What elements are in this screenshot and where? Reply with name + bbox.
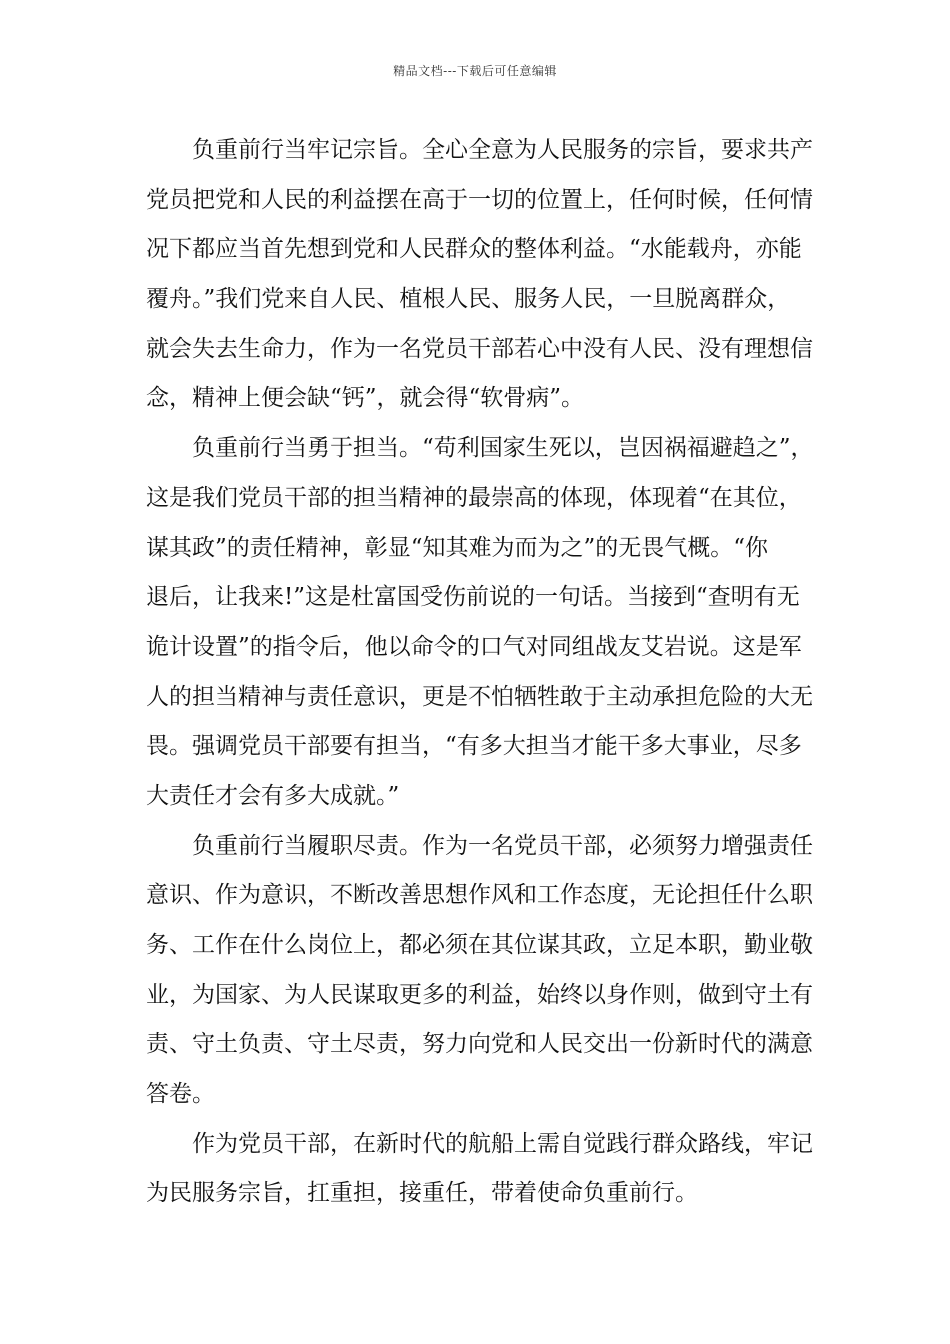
paragraph-line: 负重前行当勇于担当。“苟利国家生死以，岂因祸福避趋之”， [192, 435, 814, 462]
paragraph-courage [146, 424, 814, 822]
page-header: 精品文档---下载后可任意编辑 [393, 64, 557, 78]
paragraph-line: 畏。强调党员干部要有担当，“有多大担当才能干多大事业，尽多 [146, 733, 802, 760]
paragraph-line: 意识、作为意识，不断改善思想作风和工作态度，无论担任什么职 [146, 882, 813, 909]
paragraph-line: 答卷。 [146, 1081, 215, 1108]
paragraph-line: 就会失去生命力，作为一名党员干部若心中没有人民、没有理想信 [146, 335, 813, 362]
paragraph-line: 人的担当精神与责任意识，更是不怕牺牲敢于主动承担危险的大无 [146, 683, 813, 710]
paragraph-line: 为民服务宗旨，扛重担，接重任，带着使命负重前行。 [146, 1180, 698, 1207]
paragraph-line: 这是我们党员干部的担当精神的最崇高的体现，体现着“在其位， [146, 484, 802, 511]
paragraph-duty-purpose [146, 126, 813, 424]
document-body [146, 126, 814, 1219]
paragraph-line: 作为党员干部，在新时代的航船上需自觉践行群众路线，牢记 [192, 1130, 813, 1157]
paragraph-line: 况下都应当首先想到党和人民群众的整体利益。“水能载舟，亦能 [146, 236, 802, 263]
paragraph-responsibility [146, 822, 813, 1120]
paragraph-line: 覆舟。”我们党来自人民、植根人民、服务人民，一旦脱离群众， [146, 286, 791, 313]
paragraph-line: 负重前行当履职尽责。作为一名党员干部，必须努力增强责任 [192, 832, 813, 859]
paragraph-line: 负重前行当牢记宗旨。全心全意为人民服务的宗旨，要求共产 [192, 137, 813, 163]
paragraph-line: 大责任才会有多大成就。” [146, 782, 400, 809]
paragraph-line: 业，为国家、为人民谋取更多的利益，始终以身作则，做到守土有 [146, 981, 813, 1008]
paragraph-line: 诡计设置”的指令后，他以命令的口气对同组战友艾岩说。这是军 [146, 633, 802, 660]
paragraph-line: 责、守土负责、守土尽责，努力向党和人民交出一份新时代的满意 [146, 1031, 813, 1058]
paragraph-line: 党员把党和人民的利益摆在高于一切的位置上，任何时候，任何情 [146, 186, 813, 213]
paragraph-line: 谋其政”的责任精神，彰显“知其难为而为之”的无畏气概。“你 [146, 534, 769, 561]
paragraph-line: 务、工作在什么岗位上，都必须在其位谋其政，立足本职，勤业敬 [146, 932, 813, 958]
paragraph-line: 退后，让我来!”这是杜富国受伤前说的一句话。当接到“查明有无 [146, 584, 800, 611]
paragraph-line: 念，精神上便会缺“钙”，就会得“软骨病”。 [146, 385, 585, 412]
paragraph-conclusion [146, 1120, 813, 1219]
